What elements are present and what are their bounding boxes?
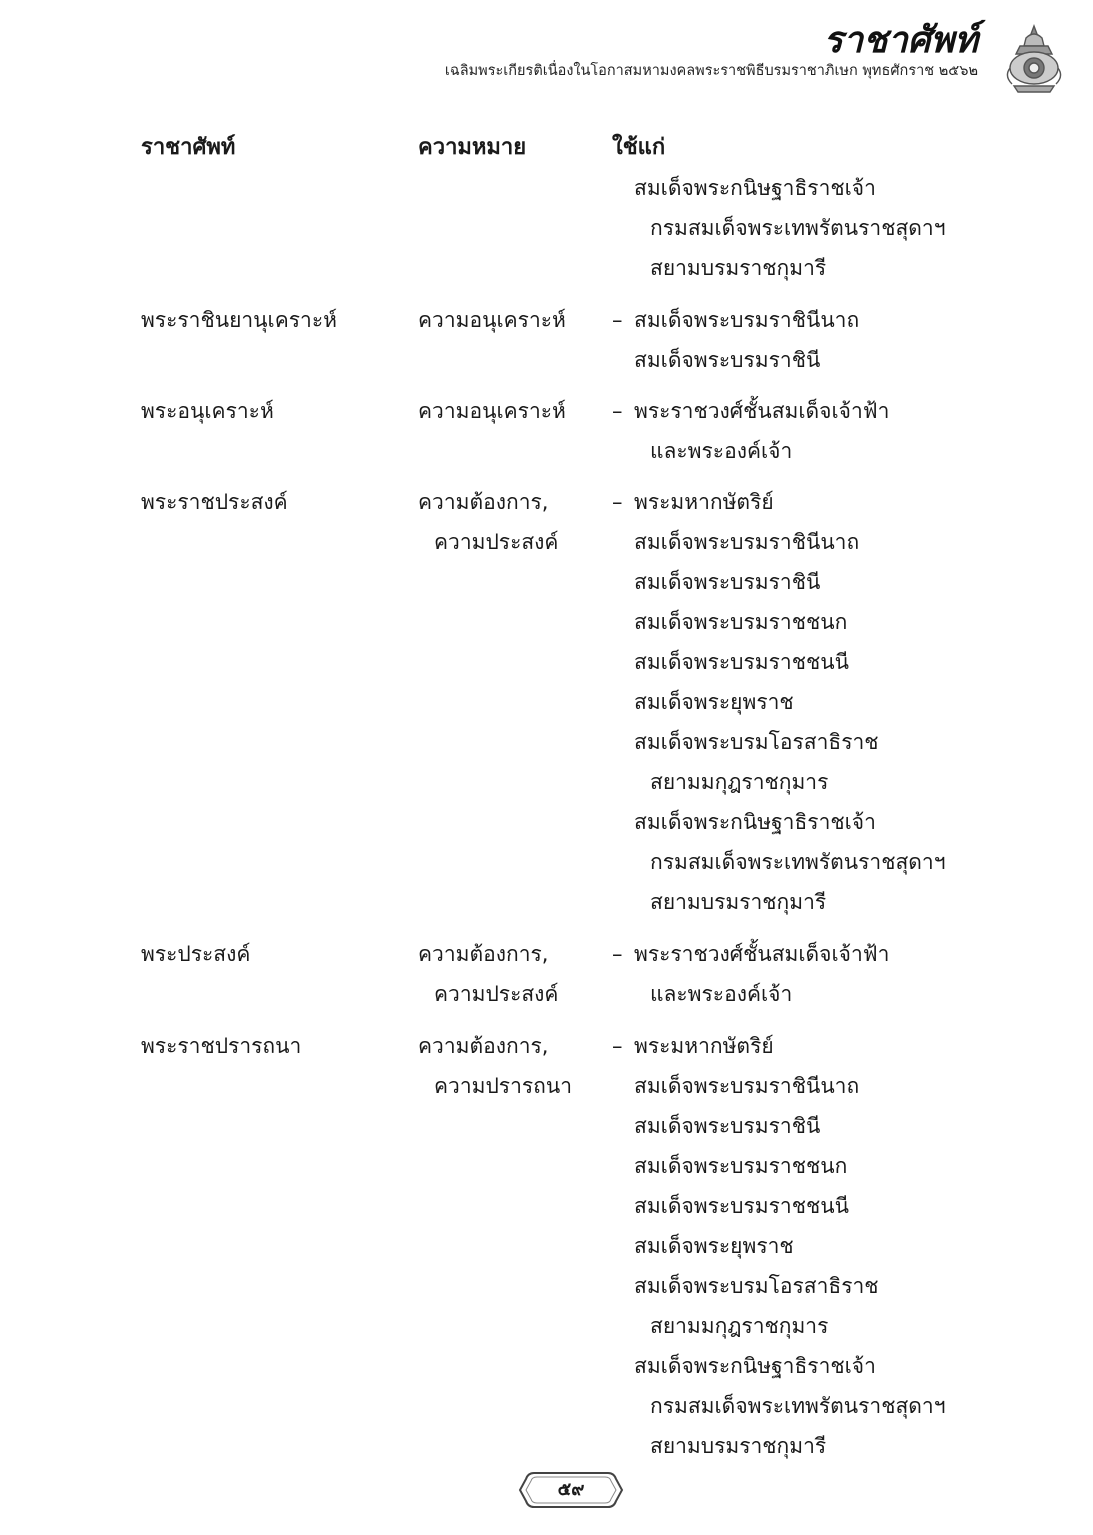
- used-for-line: – พระราชวงศ์ชั้นสมเด็จเจ้าฟ้า: [612, 934, 889, 974]
- used-for-line: สมเด็จพระกนิษฐาธิราชเจ้า: [634, 1354, 876, 1378]
- used-for-line: สมเด็จพระบรมราชชนก: [634, 610, 848, 634]
- entry-meaning: [418, 300, 566, 340]
- entry-meaning: [418, 391, 566, 431]
- dash-bullet: –: [612, 490, 623, 514]
- meaning-line: ความประสงค์: [434, 982, 559, 1006]
- used-for-line: กรมสมเด็จพระเทพรัตนราชสุดาฯ: [650, 216, 946, 240]
- page-number: ๕๙: [557, 1479, 585, 1500]
- used-for-line: สมเด็จพระบรมราชินี: [634, 570, 821, 594]
- used-for-line: สมเด็จพระกนิษฐาธิราชเจ้า: [634, 810, 876, 834]
- used-for-line: สมเด็จพระบรมราชินีนาถ: [634, 530, 860, 554]
- used-for-line: สยามมกุฎราชกุมาร: [650, 1314, 829, 1338]
- entry-term: พระราชปรารถนา: [141, 1034, 302, 1058]
- entry-meaning: [418, 934, 558, 1014]
- used-for-line: กรมสมเด็จพระเทพรัตนราชสุดาฯ: [650, 850, 946, 874]
- used-for-line: สมเด็จพระบรมราชชนก: [634, 1154, 848, 1178]
- entry-term: พระประสงค์: [141, 942, 251, 966]
- used-for-line: สมเด็จพระบรมราชินีนาถ: [634, 1074, 860, 1098]
- continuation-used-for: [612, 168, 946, 288]
- column-header-meaning: ความหมาย: [418, 135, 527, 160]
- entry-used-for: [612, 1026, 946, 1466]
- header-subtitle: เฉลิมพระเกียรติเนื่องในโอกาสมหามงคลพระราชพิธีบรมราชาภิเษก พุทธศักราช ๒๕๖๒: [444, 63, 978, 79]
- used-for-line: – สมเด็จพระบรมราชินีนาถ: [612, 300, 859, 340]
- entry-term: พระราชินยานุเคราะห์: [141, 308, 337, 332]
- used-for-line: – พระมหากษัตริย์: [612, 482, 946, 522]
- used-for-line: และพระองค์เจ้า: [650, 439, 793, 463]
- dash-bullet: –: [612, 1034, 623, 1058]
- column-header-term: ราชาศัพท์: [141, 135, 236, 160]
- used-for-line: สมเด็จพระยุพราช: [634, 690, 794, 714]
- dash-bullet: –: [612, 399, 623, 423]
- used-for-line: สมเด็จพระกนิษฐาธิราชเจ้า: [634, 176, 876, 200]
- entry-meaning: [418, 1026, 572, 1106]
- column-header-used-for: ใช้แก่: [612, 135, 666, 160]
- meaning-line: ความต้องการ,: [418, 942, 549, 966]
- dash-bullet: –: [612, 942, 623, 966]
- used-for-line: สมเด็จพระยุพราช: [634, 1234, 794, 1258]
- used-for-line: สมเด็จพระบรมราชินี: [634, 348, 821, 372]
- used-for-line: สยามบรมราชกุมารี: [650, 256, 827, 280]
- entry-used-for: [612, 391, 889, 471]
- meaning-line: ความปรารถนา: [434, 1074, 573, 1098]
- entry-used-for: [612, 300, 859, 380]
- entry-used-for: [612, 482, 946, 922]
- used-for-line: สมเด็จพระบรมราชชนนี: [634, 650, 849, 674]
- royal-crown-emblem-icon: [1000, 24, 1068, 94]
- used-for-line: และพระองค์เจ้า: [650, 982, 793, 1006]
- used-for-line: สมเด็จพระบรมโอรสาธิราช: [634, 1274, 879, 1298]
- used-for-line: สยามบรมราชกุมารี: [650, 1434, 827, 1458]
- meaning-line: ความอนุเคราะห์: [418, 308, 566, 332]
- used-for-line: สมเด็จพระบรมราชินี: [634, 1114, 821, 1138]
- dash-bullet: –: [612, 308, 623, 332]
- entry-used-for: [612, 934, 889, 1014]
- meaning-line: ความประสงค์: [434, 530, 559, 554]
- used-for-line: – พระมหากษัตริย์: [612, 1026, 946, 1066]
- meaning-line: ความต้องการ,: [418, 490, 549, 514]
- meaning-line: ความต้องการ,: [418, 1034, 549, 1058]
- page-header: [445, 18, 978, 80]
- used-for-line: สยามบรมราชกุมารี: [650, 890, 827, 914]
- used-for-line: – พระราชวงศ์ชั้นสมเด็จเจ้าฟ้า: [612, 391, 889, 431]
- used-for-line: กรมสมเด็จพระเทพรัตนราชสุดาฯ: [650, 1394, 946, 1418]
- page-number-badge: [518, 1470, 624, 1510]
- entry-term: พระอนุเคราะห์: [141, 399, 274, 423]
- used-for-line: สยามมกุฎราชกุมาร: [650, 770, 829, 794]
- header-title: ราชาศัพท์: [823, 19, 978, 61]
- used-for-line: สมเด็จพระบรมโอรสาธิราช: [634, 730, 879, 754]
- meaning-line: ความอนุเคราะห์: [418, 399, 566, 423]
- entry-meaning: [418, 482, 558, 562]
- used-for-line: สมเด็จพระบรมราชชนนี: [634, 1194, 849, 1218]
- entry-term: พระราชประสงค์: [141, 490, 288, 514]
